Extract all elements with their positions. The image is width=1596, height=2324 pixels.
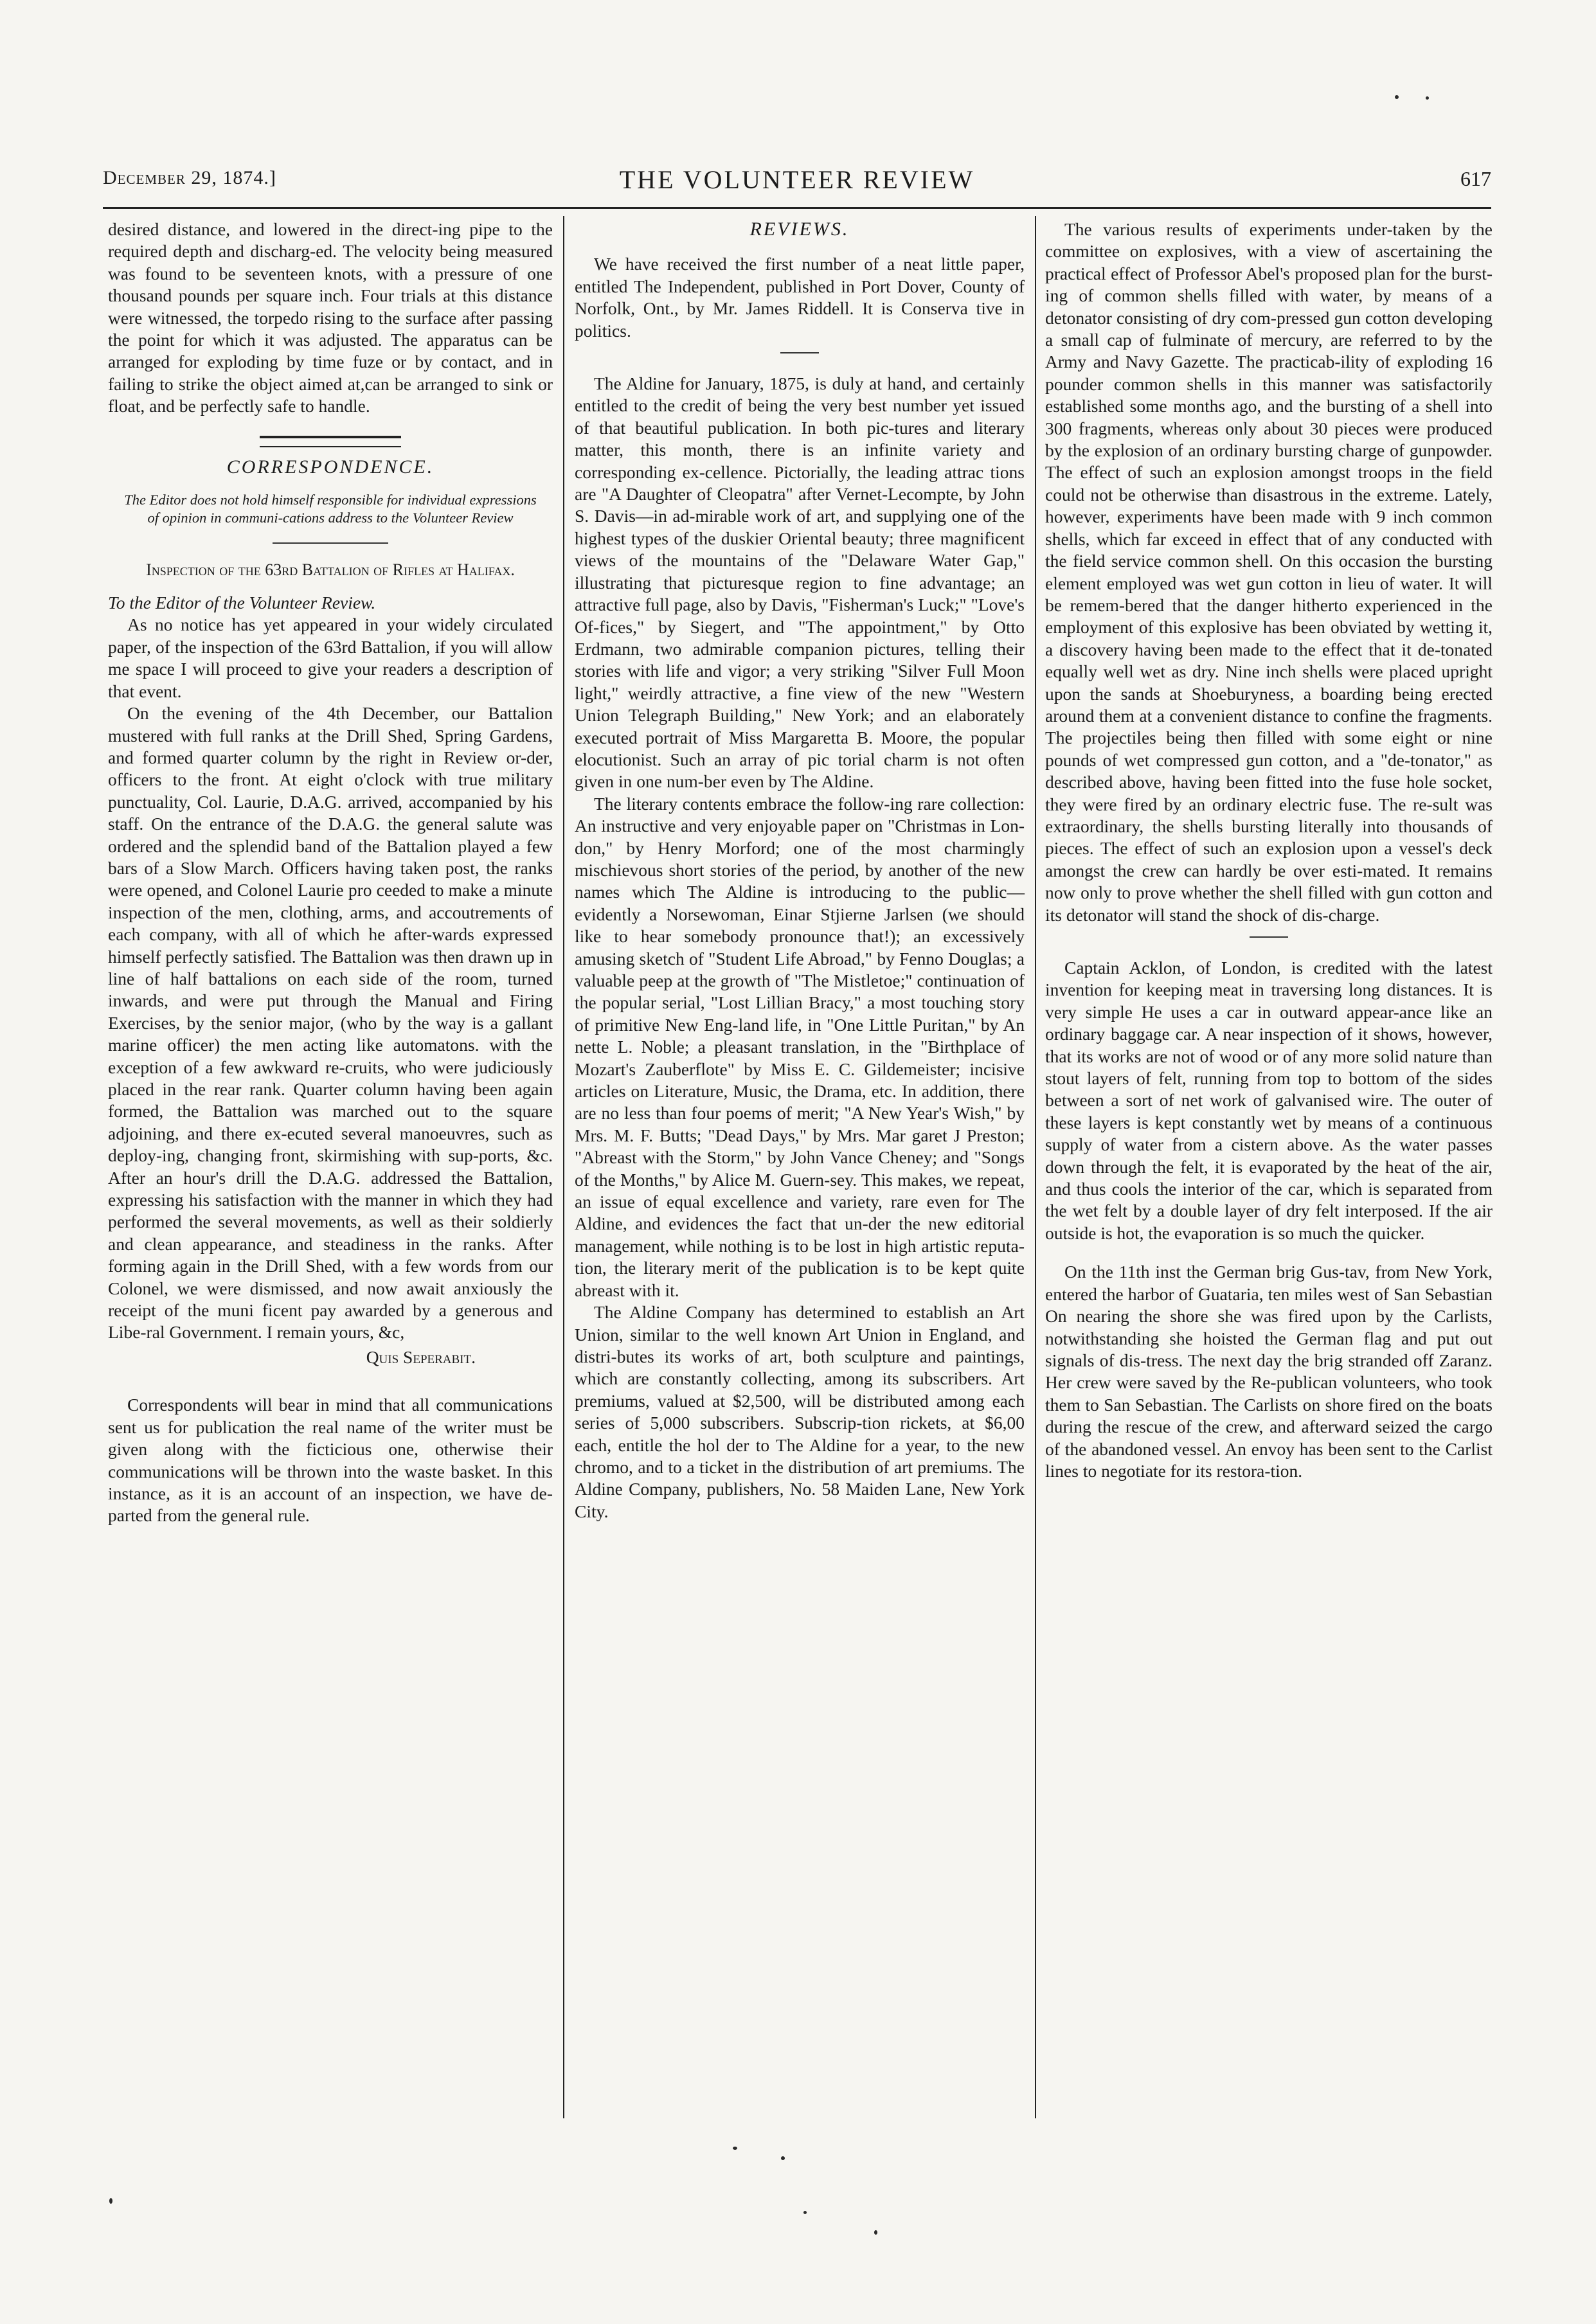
section-rule xyxy=(260,436,401,447)
letter-signature: Quis Seperabit. xyxy=(366,1346,476,1367)
independent-review: We have received the first number of a neat little paper, entitled The Independent, published in Port Dover, County of Norfolk, Ont., by Mr. James Riddell. It is Conserva tive in politics. xyxy=(575,254,1025,341)
column-3 xyxy=(1045,219,1493,1482)
letter-body: On the evening of the 4th December, our Battalion mustered with full ranks at the Drill Shed, Spring Gardens, and formed quarter column by the right in Review or-der, officers to the front. At eight o'clock with true military punctuality, Col. Laurie, D.A.G. arrived, accompanied by his staff. On the entrance of the D.A.G. the general salute was ordered and the splendid band of the Battalion played a few bars of a Slow March. Officers having taken post, the ranks were opened, and Colonel Laurie pro ceeded to make a minute inspection of the men, clothing, arms, and accoutrements of each company, with all of which he after-wards expressed himself perfectly satisfied. The Battalion was then drawn up in line of half battalions on each side of the room, turned inwards, and were put through the Manual and Firing Exercises, by the senior major, (who by the way is a gallant marine officer) the men acting like automatons. with the exception of a few awkward re-cruits, who were judiciously placed in the rear rank. Quarter column having been again formed, the Battalion was marched out to the square adjoining, and there ex-ecuted several manoeuvres, such as deploy-ing, changing front, skirmishing with sup-ports, &c. After an hour's drill the D.A.G. addressed the Battalion, expressing his satisfaction with the manner in which they had performed the several movements, as well as their soldierly and clean appearance, and steadiness in the ranks. After forming again in the Drill Shed, with a few words from our Colonel, we were dismissed, and now await anxiously the receipt of the muni ficent pay awarded by a generous and Libe-ral Government. I remain yours, &c, xyxy=(108,703,553,1343)
scan-speck xyxy=(1426,96,1429,100)
paragraph-gap xyxy=(1045,1244,1493,1261)
header-rule xyxy=(103,207,1491,209)
publication-title: THE VOLUNTEER REVIEW xyxy=(619,165,975,194)
page-number: 617 xyxy=(1460,167,1491,190)
page-header xyxy=(103,167,1491,206)
correspondents-notice: Correspondents will bear in mind that all communications sent us for publication the real name of the writer must be given along with the ficticious one, otherwise their communications will be thrown into the waste basket. In this instance, as it is an account of an inspection, we have de-parted from the general rule. xyxy=(108,1395,553,1526)
reviews-heading: REVIEWS. xyxy=(749,219,850,240)
correspondence-heading: CORRESPONDENCE. xyxy=(226,456,435,478)
aldine-art-union: The Aldine Company has determined to establish an Art Union, similar to the well known Art Union in England, and distri-butes its works of art, both sculpture and paintings, which are constantly collecting, among its subscribers. Art premiums, valued at $2,500, will be distributed among each series of 5,000 subscribers. Subscrip-tion rickets, at $6,00 each, entitle the hol der to The Aldine for a year, to the new chromo, and to a ticket in the distribution of art premiums. The Aldine Company, publishers, No. 58 Maiden Lane, New York City. xyxy=(575,1302,1025,1521)
article-separator xyxy=(1250,936,1288,938)
disclaimer-rule xyxy=(273,542,388,544)
letter-intro: As no notice has yet appeared in your widely circulated paper, of the inspection of the 63rd Battalion, if you will allow me space I will proceed to give your readers a description of that event. xyxy=(108,614,553,701)
aldine-pictorial-review: The Aldine for January, 1875, is duly at hand, and certainly entitled to the credit of being the very best number yet issued of that beautiful publication. In both pic-tures and literary matter, this month, there is an infinite variety and corresponding ex-cellence. Pictorially, the leading attrac tions are "A Daughter of Cleopatra" after Vernet-Lecompte, by John S. Davis—in ad-mirable work of art, and supplying one of the highest types of the duskier Oriental beauty; three magnificent views of the mountains of the "Delaware Water Gap," illustrating that picturesque region to fine advantage; an attractive full page, also by Davis, "Fisherman's Luck;" "Love's Of-fices," by Siegert, and "The appointment," by Otto Erdmann, two admirable companion pictures, telling their stories with life and vigor; a very striking "Silver Full Moon light," weirdly attractive, a fine view of the new "Western Union Telegraph Building," New York; and an elaborately executed portrait of Miss Margaretta B. Moore, the popular elocutionist. Such an array of pic torial charm is not often given in one num-ber even by The Aldine. xyxy=(575,373,1025,792)
scan-speck xyxy=(781,2156,785,2160)
column-2 xyxy=(575,219,1025,1523)
scan-speck xyxy=(874,2230,877,2235)
scan-speck xyxy=(109,2198,112,2204)
german-brig-paragraph: On the 11th inst the German brig Gus-tav, from New York, entered the harbor of Guataria, ten miles west of San Sebastian On nearing the shore she was fired upon by the Carlists, notwithstanding she hoisted the German flag and put out signals of dis-tress. The next day the brig stranded off Zaranz. Her crew were saved by the Re-publican volunteers, who took them to San Sebastian. The Carlists on shore fired on the boats during the rescue of the crew, and afterward seized the cargo of the abandoned vessel. An envoy has been sent to the Carlist lines to negotiate for its restora-tion. xyxy=(1045,1262,1493,1481)
letter-salutation: To the Editor of the Volunteer Review. xyxy=(108,593,376,613)
explosives-paragraph: The various results of experiments under-taken by the committee on explosives, with a view of ascertaining the practical effect of Professor Abel's proposed plan for the burst-ing of common shells filled with water, by means of a detonator consisting of dry com-pressed gun cotton developing a small cap of fulminate of mercury, are referred to by the Army and Navy Gazette. The practicab-ility of exploding 16 pounder common shells in this manner was satisfactorily established some months ago, and the bursting of a shell into 300 fragments, whereas only about 30 pieces were produced by the explosion of an ordinary bursting charge of gunpowder. The effect of such an explosion amongst troops in the field could not be otherwise than disastrous in the extreme. Lately, however, experiments have been made with 9 inch common shells, which far exceed in effect that of any conducted with the field service common shell. On this occasion the bursting element employed was wet gun cotton in lieu of water. It will be remem-bered that the danger hitherto experienced in the employment of this explosive has been obviated by wetting it, a discovery having been made to the effect that it de-tonated equally well wet as dry. Nine inch shells were placed upright upon the sands at Shoeburyness, a boarding being erected around them at a convenient distance to confine the fragments. The projectiles being then filled with some eight or nine pounds of wet compressed gun cotton, and a "de-tonator," as described above, having been fitted into the fuse hole socket, they were fired by an ordinary electric fuse. The re-sult was extraordinary, the shells bursting literally into thousands of pieces. The effect of such an explosion upon a vessel's deck amongst the crew can hardly be over esti-mated. It remains now only to prove whether the shell filled with gun cotton and its detonator will stand the shock of dis-charge. xyxy=(1045,219,1493,925)
aldine-literary-review: The literary contents embrace the follow-ing rare collection: An instructive and very enjoyable paper on "Christmas in Lon-don," by Henry Morford; one of the most charmingly mischievous short stories of the period, by another of the new names which The Aldine is introducing to the public—evidently a Norsewoman, Einar Stjierne Jarlsen (we should like to hear somebody pronounce that!); an excessively amusing sketch of "Student Life Abroad," by Fenno Douglas; a valuable peep at the growth of "The Mistletoe;" continuation of the popular serial, "Lost Lillian Bracy," a most touching story of primitive New Eng-land life, in "One Little Puritan," by An nette L. Noble; a pleasant translation, in the "Birthplace of Mozart's Zauberflote" by Miss E. C. Gildemeister; incisive articles on Literature, Music, the Drama, etc. In addition, there are no less than four poems of merit; "A New Year's Wish," by Mrs. M. F. Butts; "Dead Days," by Mrs. Mar garet J Preston; "Abreast with the Storm," by John Vance Cheney; and "Songs of the Months," by Alice M. Guern-sey. This makes, we repeat, an issue of equal excellence and variety, rare even for The Aldine, and evidences the fact that un-der the new editorial management, while nothing is to be lost in high artistic reputa-tion, the literary merit of the publication is to be kept quite abreast with it. xyxy=(575,793,1025,1300)
review-separator xyxy=(780,352,819,353)
scan-speck xyxy=(733,2147,737,2150)
column-1 xyxy=(108,219,553,1527)
scan-speck xyxy=(803,2211,807,2214)
column-divider-right xyxy=(1035,216,1036,2118)
column-divider-left xyxy=(563,216,564,2118)
editor-disclaimer: The Editor does not hold himself responsible for individual expressions of opinion in communi-cations address to the Volunteer Review xyxy=(124,492,537,526)
letter-title: Inspection of the 63rd Battalion of Rifles at Halifax. xyxy=(146,560,515,580)
torpedo-paragraph: desired distance, and lowered in the direct-ing pipe to the required depth and discharg-ed. The velocity being measured was found to be seventeen knots, with a pressure of one thousand pounds per square inch. Four trials at this distance were witnessed, the torpedo rising to the surface after passing the point for which it was adjusted. The apparatus can be arranged for exploding by time fuze or by contact, and in failing to strike the object aimed at,can be arranged to sink or float, and be perfectly safe to handle. xyxy=(108,219,553,416)
issue-date: December 29, 1874.] xyxy=(103,167,276,188)
meat-car-paragraph: Captain Acklon, of London, is credited with the latest invention for keeping meat in traversing long distances. It is very simple He uses a car in outward appear-ance like an ordinary baggage car. A near inspection of it shows, however, that its works are not of wood or of any more solid nature than stout layers of felt, running from top to bottom of the sides between a sort of net work of galvanised wire. The outer of these layers is kept constantly wet by means of a continuous supply of water from a cistern above. As the water passes down through the felt, it is evaporated by the heat of the air, and thus cools the interior of the car, which is separated from the wet felt by a double layer of dry felt interposed. If the air outside is hot, the evaporation is so much the quicker. xyxy=(1045,958,1493,1243)
scan-speck xyxy=(1395,95,1399,99)
